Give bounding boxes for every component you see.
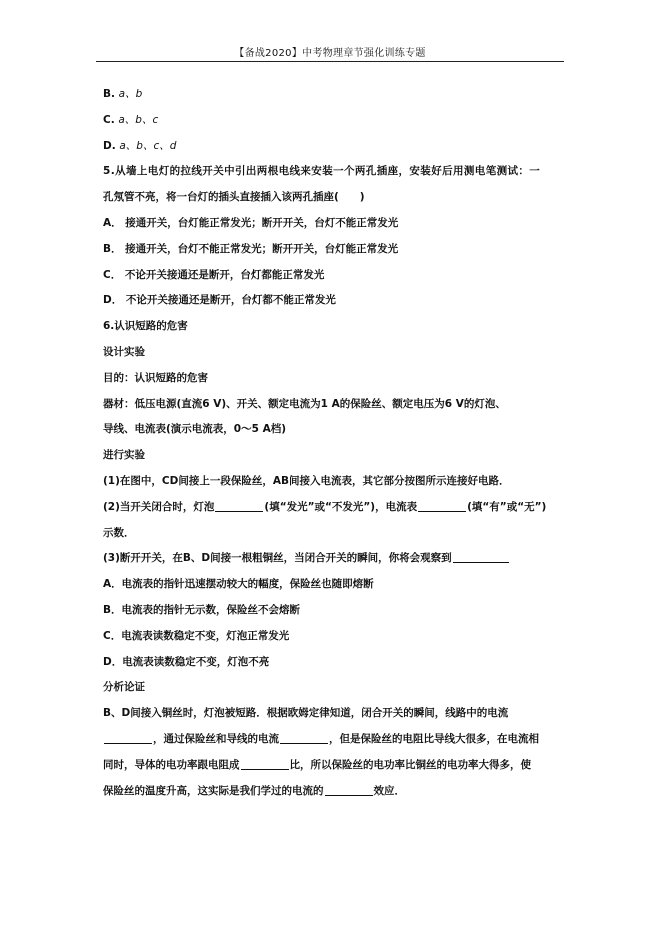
equipment-line-cont: 导线、电流表(演示电流表，0～5 A档) <box>103 423 286 436</box>
step-3-option-b: B．电流表的指针无示数，保险丝不会熔断 <box>103 603 301 616</box>
question-5-stem: 5.从墙上电灯的拉线开关中引出两根电线来安装一个两孔插座，安装好后用测电笔测试：一 <box>103 165 541 178</box>
option-c-line <box>103 108 565 134</box>
option-text: a、b <box>118 88 143 100</box>
step-3-option-d: D．电流表读数稳定不变，灯泡不亮 <box>103 655 270 668</box>
option-label: D. <box>103 139 116 152</box>
analysis-line: B、D间接入铜丝时，灯泡被短路．根据欧姆定律知道，闭合开关的瞬间，线路中的电流 <box>103 707 509 720</box>
section-heading: 设计实验 <box>103 345 145 358</box>
equipment-line: 器材：低压电源(直流6 V)、开关、额定电流为1 A的保险丝、额定电压为6 V的灯泡、 <box>103 397 506 410</box>
answer-blank <box>453 551 509 563</box>
option-b-line <box>103 82 565 108</box>
purpose-line: 目的：认识短路的危害 <box>103 371 208 384</box>
option-label: B. <box>103 88 115 100</box>
question-5-stem-cont: 孔氖管不亮，将一台灯的插头直接插入该两孔插座( ) <box>103 191 365 204</box>
analysis-line: ，通过保险丝和导线的电流 ，但是保险丝的电阻比导线大很多，在电流相 <box>103 727 565 753</box>
answer-blank <box>241 758 289 770</box>
step-3-option-c: C．电流表读数稳定不变，灯泡正常发光 <box>103 629 290 642</box>
option-d-line <box>103 134 565 160</box>
step-3-option-a: A．电流表的指针迅速摆动较大的幅度，保险丝也随即熔断 <box>103 578 374 591</box>
section-heading: 分析论证 <box>103 681 145 694</box>
analysis-line: 同时，导体的电功率跟电阻成 比，所以保险丝的电功率比铜丝的电功率大得多，使 <box>103 758 531 771</box>
option-text: a、b、c <box>118 113 159 126</box>
answer-blank <box>280 732 328 744</box>
q5-option-b: B． 接通开关，台灯不能正常发光；断开开关，台灯能正常发光 <box>103 242 399 255</box>
question-6-title: 6.认识短路的危害 <box>103 320 188 333</box>
document-body <box>103 82 565 804</box>
step-1: (1)在图中，CD间接上一段保险丝，AB间接入电流表，其它部分按图所示连接好电路． <box>103 474 510 487</box>
step-3: (3)断开开关，在B、D间接一根粗铜丝，当闭合开关的瞬间，你将会观察到 <box>103 546 565 572</box>
q5-option-a: A． 接通开关，台灯能正常发光；断开开关，台灯不能正常发光 <box>103 216 399 229</box>
option-text: a、b、c、d <box>119 139 177 152</box>
answer-blank <box>215 500 263 512</box>
step-2: (2)当开关闭合时，灯泡 (填“发光”或“不发光”)，电流表 (填“有”或“无”) <box>103 500 547 513</box>
q5-option-c: C． 不论开关接通还是断开，台灯都能正常发光 <box>103 268 325 281</box>
analysis-line: 保险丝的温度升高，这实际是我们学过的电流的 效应． <box>103 784 405 797</box>
answer-blank <box>104 732 152 744</box>
option-label: C. <box>103 113 115 126</box>
page-header: 【备战2020】中考物理章节强化训练专题 <box>234 48 426 59</box>
step-2-cont: 示数． <box>103 526 135 539</box>
answer-blank <box>325 784 373 796</box>
answer-blank <box>418 500 466 512</box>
section-heading: 进行实验 <box>103 449 145 462</box>
q5-option-d: D． 不论开关接通还是断开，台灯都不能正常发光 <box>103 294 336 307</box>
header-divider <box>96 61 564 62</box>
